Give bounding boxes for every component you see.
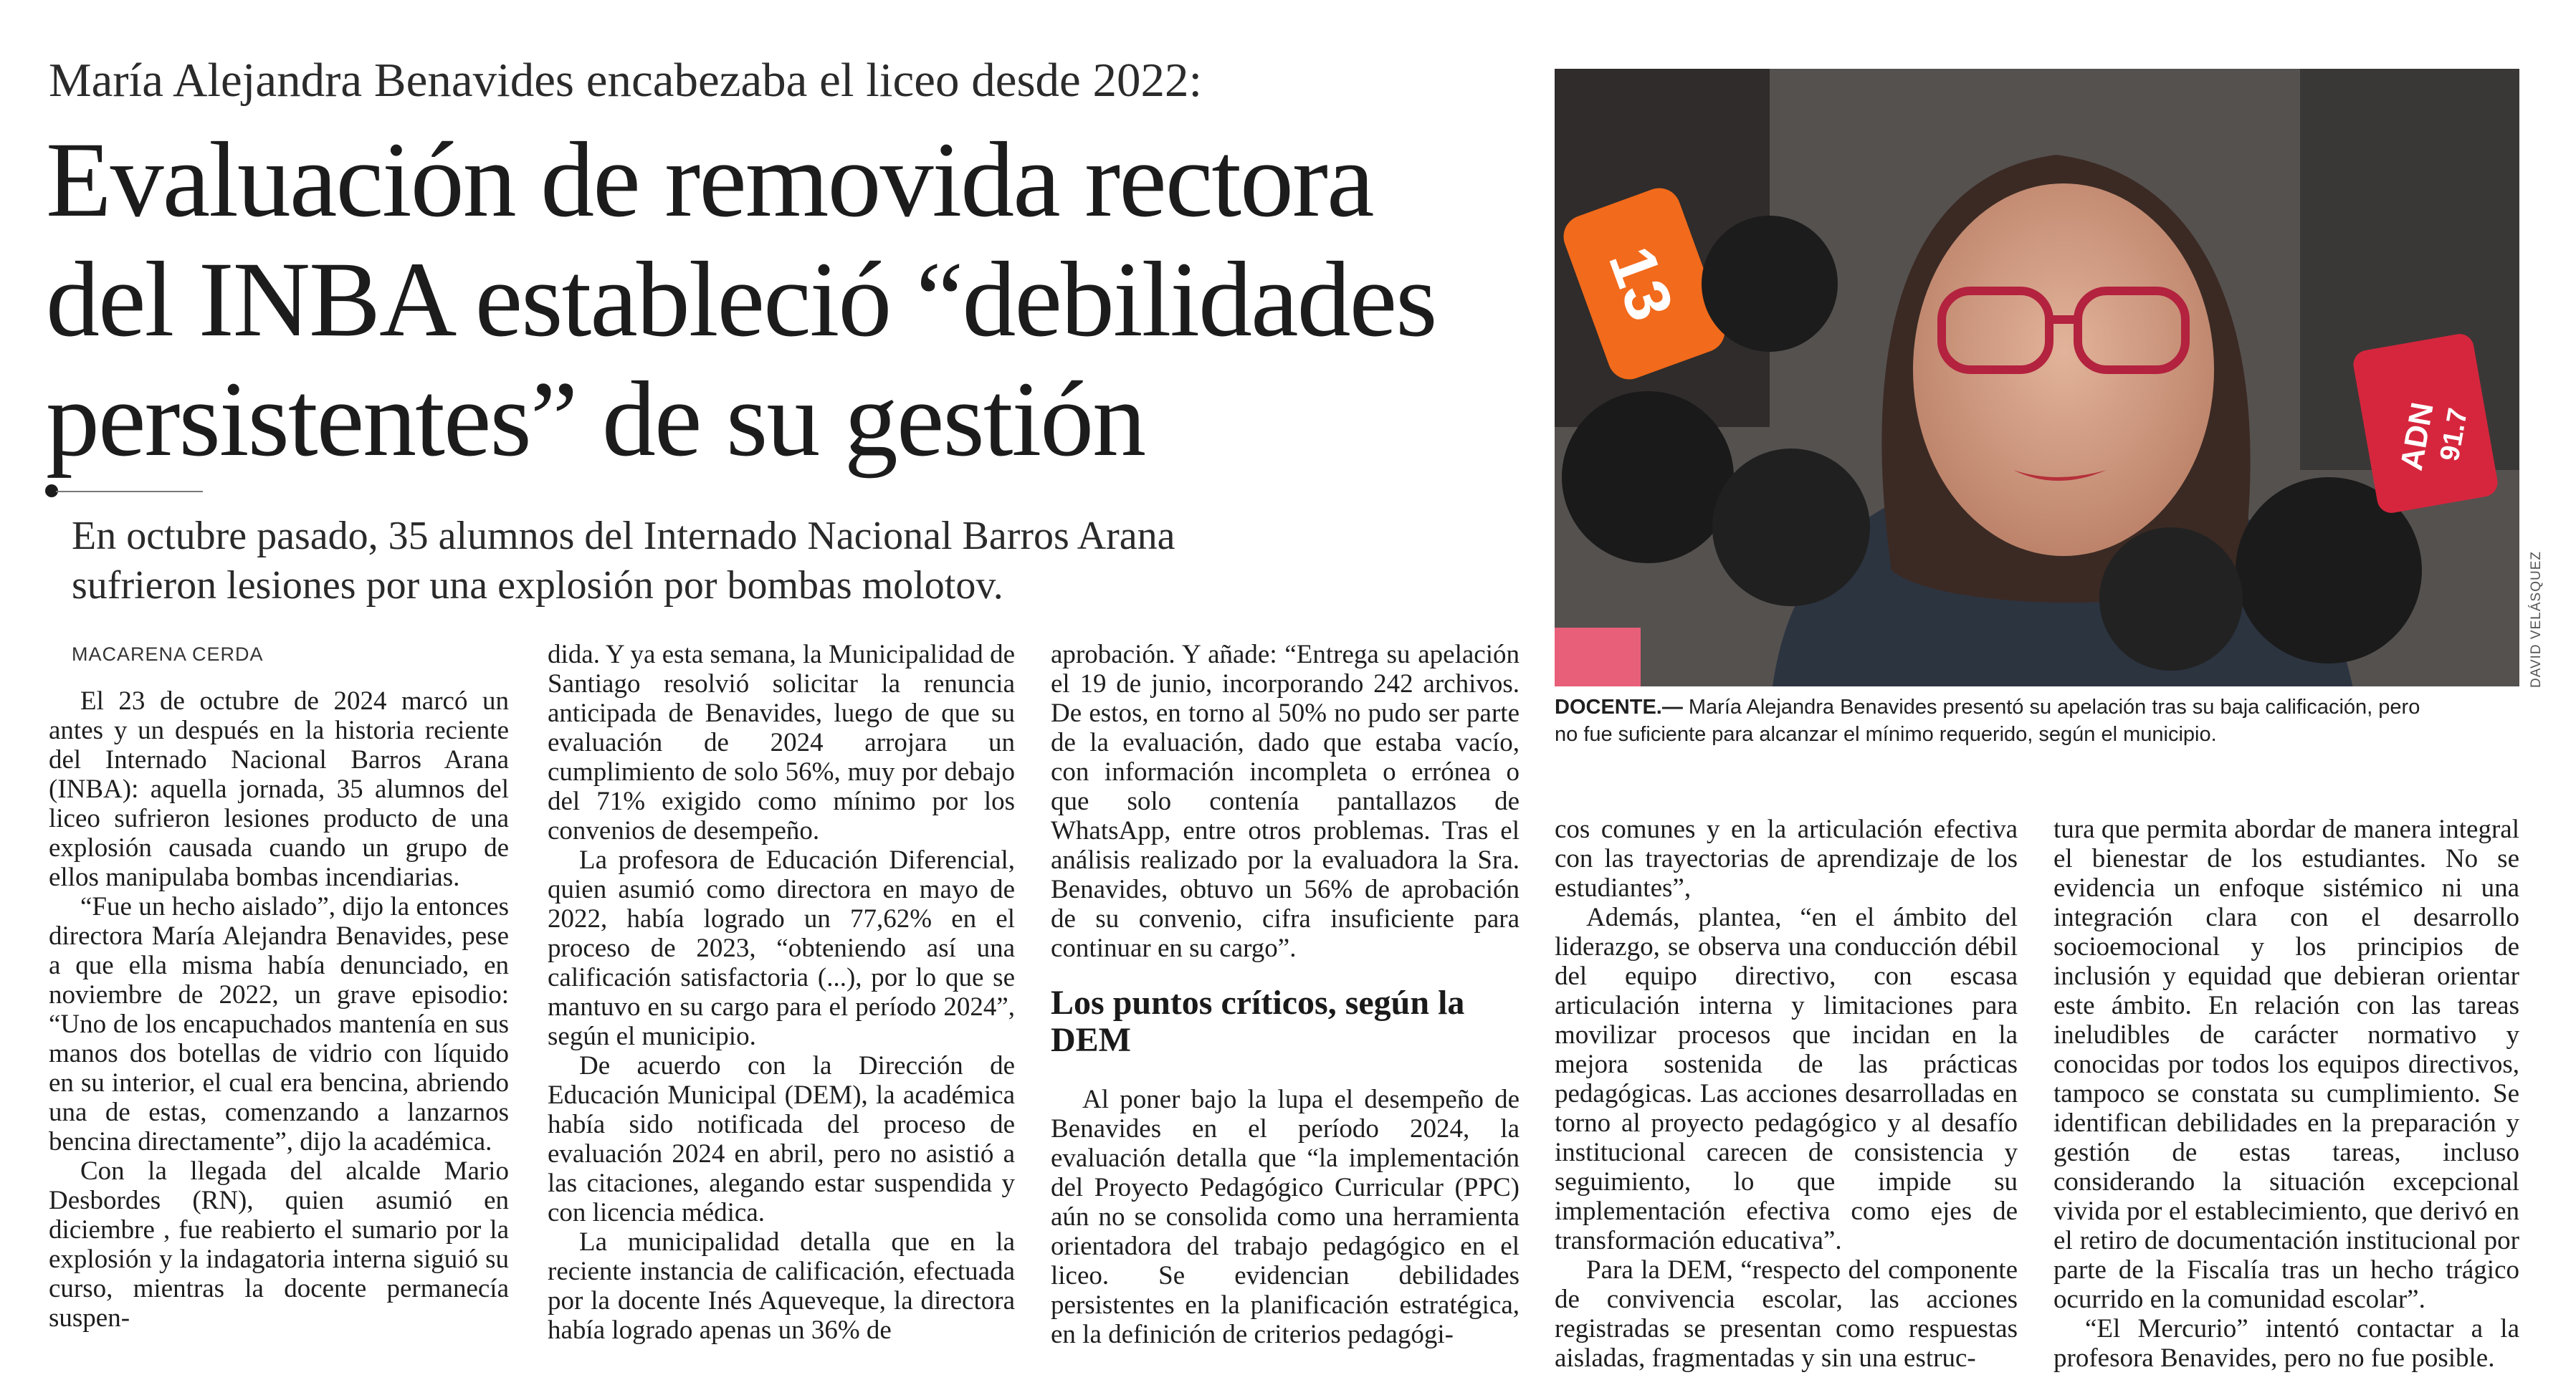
paragraph: Además, plantea, “en el ámbito del liderazgo, se observa una conducción débil del equipo directivo, con escasa articulación interna y limitaciones para movilizar procesos que incidan en la mejora sostenida de las prácticas pedagógicas. Las acciones desarrolladas en torno al proyecto pedagógico y al desafío institucional carecen de consistencia y seguimiento, lo que impide su implementación efectiva como ejes de transformación educativa”. <box>1555 903 2018 1255</box>
mic-label-adn: ADN <box>2393 399 2441 474</box>
microphone-pink <box>1555 628 1641 686</box>
paragraph: tura que permita abordar de manera integral el bienestar de los estudiantes. No se evidencia un enfoque sistémico ni una integración clara con el desarrollo socioemocional y los principios de inclusión y equidad que debieran orientar este ámbito. En relación con las tareas ineludibles de carácter normativo y conocidas por todos los equipos directivos, tampoco se constata su cumplimiento. Se identifican debilidades en la preparación y gestión de estas tareas, incluso considerando la situación excepcional vivida por el establecimiento, que derivó en el retiro de documentación institucional por parte de la Fiscalía tras un hecho trágico ocurrido en la comunidad escolar”. <box>2053 815 2519 1314</box>
paragraph: Para la DEM, “respecto del componente de convivencia escolar, las acciones registradas se presentan como respuestas aisladas, fragmentadas y sin una estruc- <box>1555 1255 2018 1373</box>
paragraph: “Fue un hecho aislado”, dijo la entonces directora María Alejandra Benavides, pese a que ella misma había denunciado, en noviembre de 2022, un grave episodio: “Uno de los encapuchados mantenía en sus manos dos botellas de vidrio con líquido en su interior, el cual era bencina, abriendo una de estas, comenzando a lanzarnos bencina directamente”, dijo la académica. <box>49 892 509 1156</box>
paragraph: El 23 de octubre de 2024 marcó un antes y un después en la historia reciente del Internado Nacional Barros Arana (INBA): aquella jornada, 35 alumnos del liceo sufrieron lesiones producto de una explosión causada cuando un grupo de ellos manipulaba bombas incendiarias. <box>49 686 509 892</box>
headline-line-2: del INBA estableció “debilidades <box>46 240 1436 359</box>
column-3 <box>1051 640 1520 1349</box>
kicker: María Alejandra Benavides encabezaba el liceo desde 2022: <box>49 54 1203 107</box>
deck <box>72 512 1505 610</box>
paragraph: dida. Y ya esta semana, la Municipalidad de Santiago resolvió solicitar la renuncia anticipada de Benavides, luego de que su evaluación de 2024 arrojara un cumplimiento de solo 56%, muy por debajo del 71% exigido como mínimo por los convenios de desempeño. <box>548 640 1015 845</box>
headline-rule <box>56 491 203 492</box>
paragraph: “El Mercurio” intentó contactar a la profesora Benavides, pero no fue posible. <box>2053 1314 2519 1373</box>
byline: MACARENA CERDA <box>72 643 264 665</box>
photo-caption <box>1555 694 2519 748</box>
paragraph: La profesora de Educación Diferencial, quien asumió como directora en mayo de 2022, había logrado un 77,62% en el proceso de 2023, “obteniendo así una calificación satisfactoria (...), por lo que se mantuvo en su cargo para el período 2024”, según el municipio. <box>548 845 1015 1051</box>
mic-label-13: 13 <box>1594 237 1687 330</box>
paragraph: cos comunes y en la articulación efectiva con las trayectorias de aprendizaje de los estudiantes”, <box>1555 815 2018 903</box>
column-5 <box>2053 815 2519 1373</box>
news-photo <box>1555 69 2519 686</box>
paragraph: De acuerdo con la Dirección de Educación Municipal (DEM), la académica había sido notificada del proceso de evaluación 2024 en abril, pero no asistió a las citaciones, alegando estar suspendida y con licencia médica. <box>548 1051 1015 1227</box>
subhead: Los puntos críticos, según la DEM <box>1051 984 1465 1059</box>
column-1 <box>49 686 509 1333</box>
caption-line-1 <box>1555 694 2519 721</box>
column-4 <box>1555 815 2018 1373</box>
mic-label-frequency: 91.7 <box>2434 406 2474 464</box>
deck-line-1: En octubre pasado, 35 alumnos del Internado Nacional Barros Arana <box>72 514 1175 558</box>
paragraph: aprobación. Y añade: “Entrega su apelación el 19 de junio, incorporando 242 archivos. De estos, en torno al 50% no pudo ser parte de la evaluación, dado que estaba vacío, con información incompleta o errónea o que solo contenía pantallazos de WhatsApp, entre otros problemas. Tras el análisis realizado por la evaluadora la Sra. Benavides, obtuvo un 56% de aprobación de su convenio, cifra insuficiente para continuar en su cargo”. <box>1051 640 1520 963</box>
photo-illustration <box>1555 69 2519 686</box>
caption-text: María Alejandra Benavides presentó su apelación tras su baja calificación, pero <box>1682 696 2420 719</box>
microphone-foam-left <box>1562 391 1734 563</box>
caption-lead: DOCENTE.— <box>1555 696 1683 719</box>
paragraph: Con la llegada del alcalde Mario Desbordes (RN), quien asumió en diciembre , fue reabierto el sumario por la explosión y la indagatoria interna siguió su curso, mientras la docente permanecía suspen- <box>49 1156 509 1333</box>
headline <box>46 120 1551 479</box>
deck-line-2: sufrieron lesiones por una explosión por bombas molotov. <box>72 563 1003 608</box>
paragraph: Al poner bajo la lupa el desempeño de Benavides en el período 2024, la evaluación detalla que “la implementación del Proyecto Pedagógico Curricular (PPC) aún no se consolida como una herramienta orientadora del trabajo pedagógico en el liceo. Se evidencian debilidades persistentes en la planificación estratégica, en la definición de criterios pedagógi- <box>1051 1085 1520 1349</box>
headline-line-3: persistentes” de su gestión <box>46 360 1145 479</box>
photo-credit: DAVID VELÁSQUEZ <box>2529 551 2544 688</box>
microphone-foam-center <box>2099 527 2243 671</box>
caption-line-2: no fue suficiente para alcanzar el mínimo requerido, según el municipio. <box>1555 723 2217 746</box>
column-2 <box>548 640 1015 1345</box>
headline-line-1: Evaluación de removida rectora <box>46 120 1373 239</box>
microphone-foam-center-left <box>1712 449 1870 606</box>
paragraph: La municipalidad detalla que en la reciente instancia de calificación, efectuada por la docente Inés Aqueveque, la directora había logrado apenas un 36% de <box>548 1227 1015 1345</box>
